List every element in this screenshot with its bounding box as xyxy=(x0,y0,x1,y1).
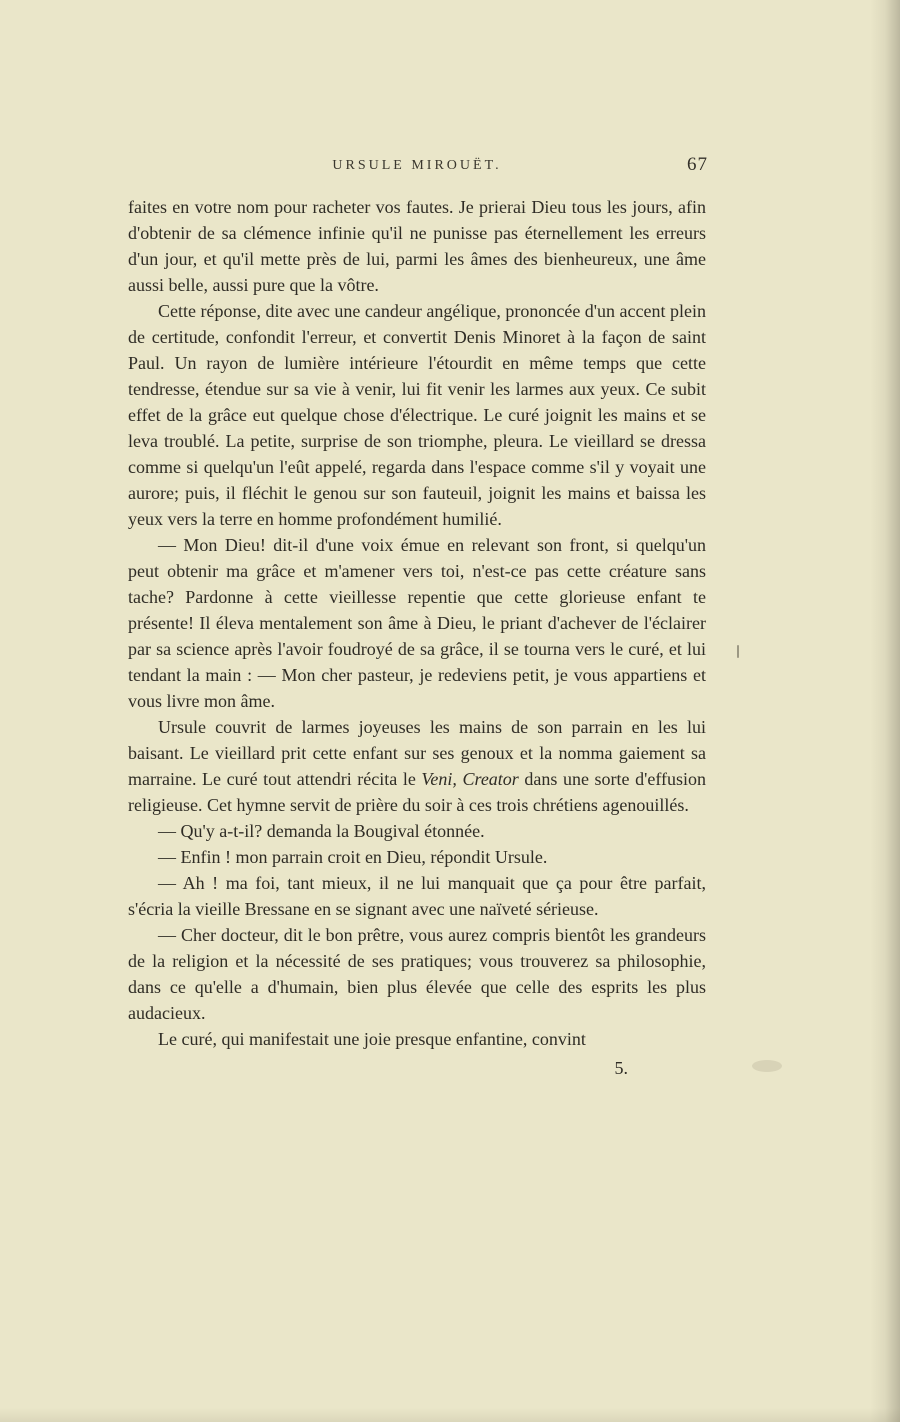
paragraph xyxy=(128,532,706,714)
page-header xyxy=(128,154,708,184)
page-footer xyxy=(128,1058,706,1079)
paragraph xyxy=(128,818,706,844)
paragraph xyxy=(128,844,706,870)
text-segment: — Mon Dieu! dit-il d'une voix émue en relevant son front, si quelqu'un peut obtenir ma grâce et m'amener vers toi, n'est-ce pas cette créature sans tache? Pardonne à cette vieillesse repentie que cette glorieuse enfant te présente! Il éleva mentalement son âme à Dieu, le priant d'achever de l'éclairer par sa science après l'avoir foudroyé de sa grâce, il se tourna vers le curé, et lui tendant la main : — Mon cher pasteur, je redeviens petit, je vous appartiens et vous livre mon âme. xyxy=(128,535,706,711)
text-segment: dans une sorte d'effusion religieuse. Cet hymne servit de prière du soir à ces trois chrétiens agenouillés. xyxy=(128,769,706,815)
paragraph xyxy=(128,298,706,532)
paragraph xyxy=(128,714,706,818)
text-block xyxy=(128,154,708,1079)
paragraph xyxy=(128,1026,706,1052)
text-segment: — Cher docteur, dit le bon prêtre, vous aurez compris bientôt les grandeurs de la religion et la nécessité de ses pratiques; vous trouverez sa philosophie, dans ce qu'elle a d'humain, bien plus élevée que celle des esprits les plus audacieux. xyxy=(128,925,706,1023)
body-text xyxy=(128,194,706,1052)
paragraph xyxy=(128,922,706,1026)
signature-mark: 5. xyxy=(614,1058,628,1078)
page-number: 67 xyxy=(687,154,708,175)
text-segment: Cette réponse, dite avec une candeur angélique, prononcée d'un accent plein de certitude, confondit l'erreur, et convertit Denis Minoret à la façon de saint Paul. Un rayon de lumière intérieure l'étourdit en même temps que cette tendresse, étendue sur sa vie à venir, lui fit venir les larmes aux yeux. Ce subit effet de la grâce eut quelque chose d'électrique. Le curé joignit les mains et se leva troublé. La petite, surprise de son triomphe, pleura. Le vieillard se dressa comme si quelqu'un l'eût appelé, regarda dans l'espace comme s'il y voyait une aurore; puis, il fléchit le genou sur son fauteuil, joignit les mains et baissa les yeux vers la terre en homme profondément humilié. xyxy=(128,301,706,529)
text-segment: — Enfin ! mon parrain croit en Dieu, répondit Ursule. xyxy=(158,847,548,867)
text-segment: faites en votre nom pour racheter vos fautes. Je prierai Dieu tous les jours, afin d'obtenir de sa clémence infinie qu'il ne punisse pas éternellement les erreurs d'un jour, et qu'il mette près de lui, parmi les âmes des bienheureux, une âme aussi belle, aussi pure que la vôtre. xyxy=(128,197,706,295)
italic-text: Veni, Creator xyxy=(421,769,519,789)
paragraph xyxy=(128,194,706,298)
running-title: URSULE MIROUËT. xyxy=(332,158,502,173)
scan-artifact xyxy=(752,1060,782,1072)
page-edge-shadow xyxy=(870,0,900,1422)
text-segment: — Qu'y a-t-il? demanda la Bougival étonnée. xyxy=(158,821,485,841)
paragraph xyxy=(128,870,706,922)
text-segment: — Ah ! ma foi, tant mieux, il ne lui manquait que ça pour être parfait, s'écria la vieille Bressane en se signant avec une naïveté sérieuse. xyxy=(128,873,706,919)
page-edge-shadow xyxy=(0,1408,900,1422)
text-segment: Ursule couvrit de larmes joyeuses les mains de son parrain en les lui baisant. Le vieillard prit cette enfant sur ses genoux et la nomma gaiement sa marraine. Le curé tout attendri récita le xyxy=(128,717,706,789)
scan-artifact xyxy=(737,645,739,658)
text-segment: Le curé, qui manifestait une joie presque enfantine, convint xyxy=(158,1029,586,1049)
